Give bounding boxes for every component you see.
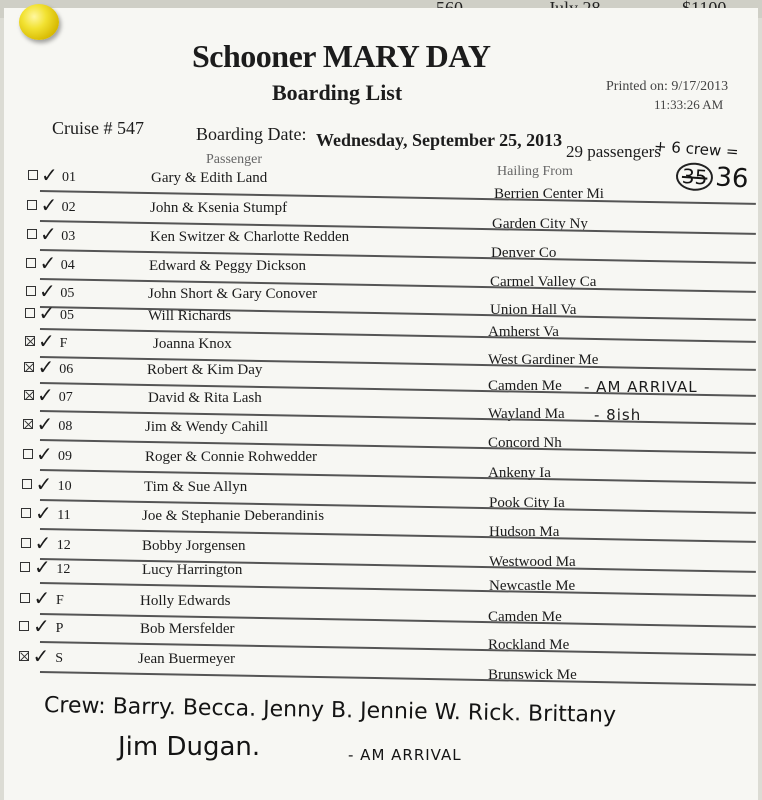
boarding-checkbox[interactable]	[26, 286, 36, 296]
boarding-checkbox[interactable]	[25, 336, 35, 346]
passenger-name: Roger & Connie Rohwedder	[145, 449, 318, 465]
passenger-name: David & Rita Lash	[148, 390, 262, 406]
hailing-from: Carmel Valley Ca	[490, 274, 597, 290]
cabin-number: 04	[60, 258, 75, 273]
printed-date: Printed on: 9/17/2013	[606, 79, 729, 94]
document-subtitle: Boarding List	[272, 80, 403, 105]
boarding-checkbox[interactable]	[21, 508, 31, 518]
crew-line-2-note: - AM ARRIVAL	[348, 746, 462, 764]
column-header-hailing: Hailing From	[497, 164, 573, 179]
check-mark-icon: ✓	[34, 531, 52, 555]
cabin-number: 05	[60, 286, 75, 301]
check-mark-icon: ✓	[41, 163, 58, 187]
check-mark-icon: ✓	[33, 614, 50, 638]
boarding-checkbox[interactable]	[19, 651, 29, 661]
boarding-checkbox[interactable]	[22, 479, 32, 489]
hailing-from: Newcastle Me	[489, 578, 576, 594]
passenger-name: Lucy Harrington	[142, 562, 243, 578]
check-mark-icon: ✓	[40, 222, 57, 246]
passenger-name: Gary & Edith Land	[151, 170, 268, 186]
boarding-checkbox[interactable]	[28, 170, 38, 180]
check-mark-icon: ✓	[37, 355, 55, 379]
hailing-from: Union Hall Va	[490, 302, 577, 318]
passenger-name: Jim & Wendy Cahill	[145, 419, 269, 435]
new-total: 36	[714, 162, 750, 195]
passenger-name: Joanna Knox	[153, 336, 232, 352]
check-mark-icon: ✓	[35, 472, 53, 496]
hailing-from: Amherst Va	[488, 324, 559, 340]
hailing-from: Denver Co	[491, 245, 557, 261]
passenger-name: Tim & Sue Allyn	[144, 479, 248, 495]
hailing-from: Ankeny Ia	[488, 465, 551, 481]
hailing-from: Concord Nh	[488, 435, 562, 451]
passenger-count: 29 passengers	[566, 142, 661, 161]
cabin-number: 10	[57, 479, 72, 494]
hailing-from: Hudson Ma	[489, 524, 560, 540]
pushpin-icon	[19, 4, 59, 40]
check-mark-icon: ✓	[39, 279, 56, 303]
check-mark-icon: ✓	[33, 586, 51, 610]
crew-line-1: Crew: Barry. Becca. Jenny B. Jennie W. Rick. Brittany	[43, 693, 617, 728]
check-mark-icon: ✓	[40, 193, 58, 217]
boarding-checkbox[interactable]	[24, 390, 34, 400]
hailing-from: Pook City Ia	[489, 495, 565, 511]
cabin-number: 06	[59, 362, 74, 377]
cabin-number: 05	[60, 308, 74, 323]
check-mark-icon: ✓	[36, 442, 53, 466]
boarding-checkbox[interactable]	[24, 362, 34, 372]
passenger-name: Joe & Stephanie Deberandinis	[142, 508, 325, 524]
cabin-number: 08	[58, 419, 73, 434]
hailing-from: Garden City Ny	[492, 216, 588, 232]
document-title: Schooner MARY DAY	[192, 38, 491, 74]
cabin-number: 12	[56, 562, 71, 577]
boarding-checkbox[interactable]	[20, 593, 30, 603]
check-mark-icon: ✓	[36, 412, 54, 436]
cabin-number: 11	[57, 508, 71, 523]
check-mark-icon: ✓	[38, 329, 55, 353]
check-mark-icon: ✓	[39, 251, 57, 275]
crew-addition-note: + 6 crew =	[653, 137, 740, 161]
cabin-number: 12	[56, 538, 71, 553]
crossed-total: 35	[675, 162, 714, 193]
hailing-from: Brunswick Me	[488, 667, 577, 683]
boarding-checkbox[interactable]	[26, 258, 36, 268]
handwritten-note: - 8ish	[594, 406, 642, 424]
check-mark-icon: ✓	[34, 555, 51, 579]
cabin-number: 02	[61, 200, 76, 215]
boarding-checkbox[interactable]	[21, 538, 31, 548]
hailing-from: West Gardiner Me	[488, 352, 599, 368]
boarding-checkbox[interactable]	[19, 621, 29, 631]
check-mark-icon: ✓	[37, 383, 54, 407]
cabin-number: 07	[58, 390, 73, 405]
passenger-name: Jean Buermeyer	[138, 651, 236, 667]
cabin-number: F	[59, 336, 68, 351]
boarding-date-value: Wednesday, September 25, 2013	[316, 130, 563, 150]
crew-line-2: Jim Dugan.	[118, 732, 261, 762]
printed-time: 11:33:26 AM	[654, 97, 724, 112]
passenger-name: Will Richards	[148, 308, 232, 324]
passenger-name: Bob Mersfelder	[140, 621, 235, 637]
boarding-checkbox[interactable]	[27, 229, 37, 239]
hailing-from: Camden Me	[488, 609, 562, 625]
cruise-number: Cruise # 547	[52, 118, 144, 138]
check-mark-icon: ✓	[35, 501, 52, 525]
column-header-passenger: Passenger	[206, 152, 262, 167]
cabin-number: 01	[62, 170, 76, 185]
cabin-number: 03	[61, 229, 76, 244]
boarding-checkbox[interactable]	[23, 419, 33, 429]
cabin-number: 09	[58, 449, 72, 464]
check-mark-icon: ✓	[32, 644, 50, 668]
hailing-from: Rockland Me	[488, 637, 570, 653]
hailing-from: Westwood Ma	[489, 554, 576, 570]
passenger-name: John Short & Gary Conover	[148, 286, 318, 302]
hailing-from: Berrien Center Mi	[494, 186, 604, 202]
cabin-number: P	[55, 621, 64, 636]
passenger-name: Edward & Peggy Dickson	[149, 258, 307, 274]
cabin-number: F	[56, 593, 64, 608]
boarding-checkbox[interactable]	[25, 308, 35, 318]
passenger-name: John & Ksenia Stumpf	[150, 200, 288, 216]
handwritten-note: - AM ARRIVAL	[584, 378, 698, 396]
hailing-from: Camden Me	[488, 378, 562, 394]
check-mark-icon: ✓	[38, 301, 56, 325]
passenger-name: Robert & Kim Day	[147, 362, 263, 378]
cabin-number: S	[55, 651, 63, 666]
hailing-from: Wayland Ma	[488, 406, 565, 422]
passenger-name: Ken Switzer & Charlotte Redden	[150, 229, 350, 245]
passenger-name: Bobby Jorgensen	[142, 538, 246, 554]
boarding-checkbox[interactable]	[23, 449, 33, 459]
boarding-checkbox[interactable]	[20, 562, 30, 572]
passenger-name: Holly Edwards	[140, 593, 231, 609]
boarding-date-label: Boarding Date:	[196, 124, 307, 144]
total-count	[675, 160, 749, 195]
boarding-checkbox[interactable]	[27, 200, 37, 210]
